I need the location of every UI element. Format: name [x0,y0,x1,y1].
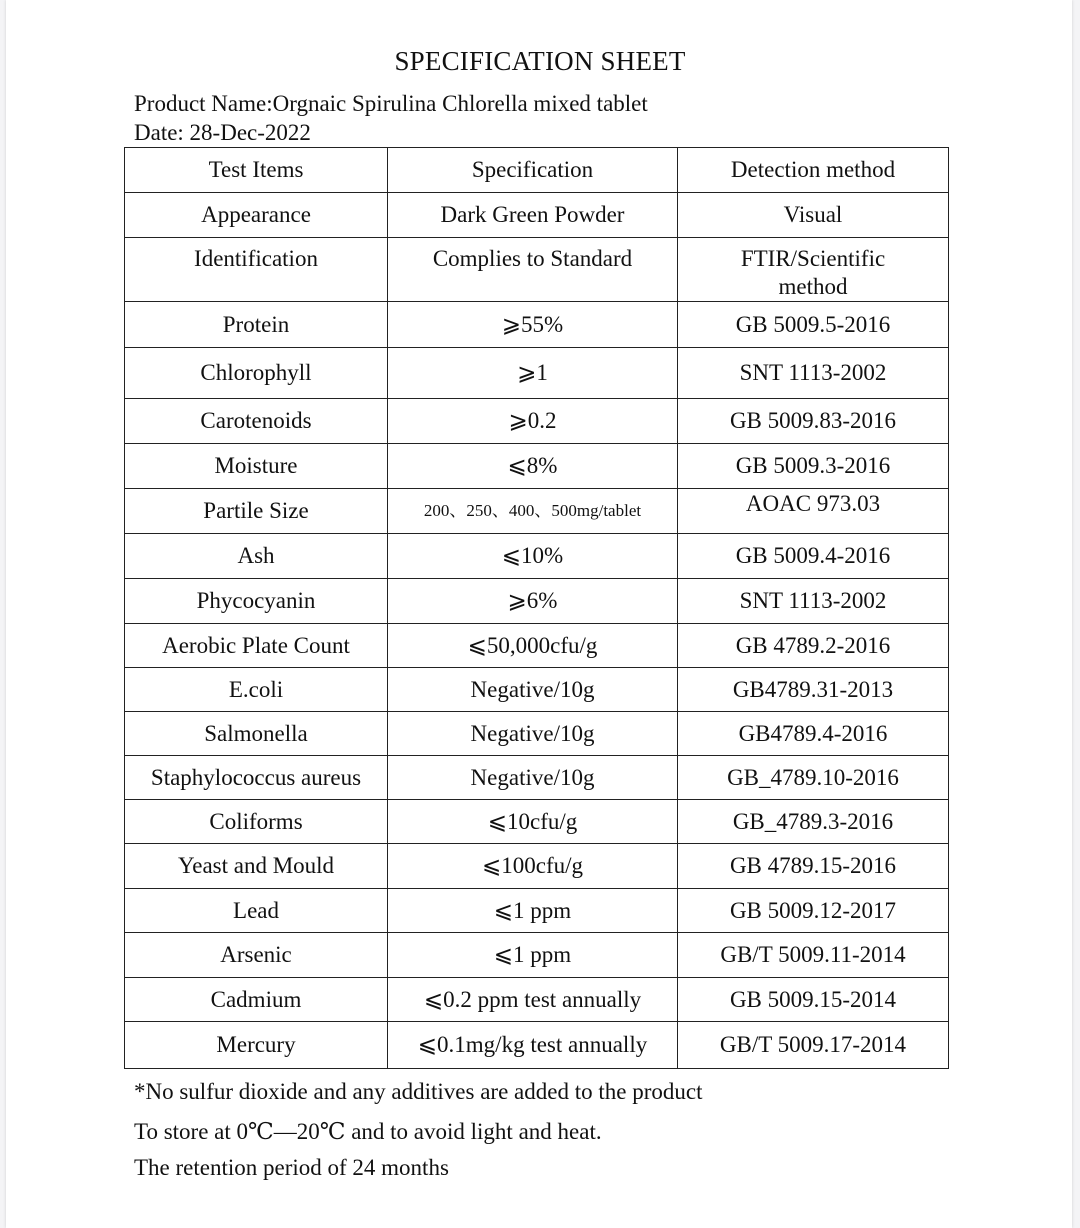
detection-method-cell: SNT 1113-2002 [678,348,949,399]
detection-method-cell: GB/T 5009.11-2014 [678,933,949,978]
detection-method-cell: GB4789.31-2013 [678,668,949,712]
test-item-cell: Phycocyanin [125,579,388,624]
detection-method-cell: GB 5009.12-2017 [678,889,949,933]
specification-cell: ⩽8% [388,444,678,489]
table-row [125,444,949,489]
test-item-cell: E.coli [125,668,388,712]
header-test-items: Test Items [125,148,388,193]
table-row [125,889,949,933]
specification-cell: Negative/10g [388,756,678,800]
table-row [125,712,949,756]
detection-method-cell: GB 5009.5-2016 [678,302,949,348]
specification-cell: ⩽1 ppm [388,933,678,978]
test-item-cell: Lead [125,889,388,933]
table-row [125,348,949,399]
table-row [125,489,949,534]
document-title: SPECIFICATION SHEET [394,46,686,76]
specification-cell: 200、250、400、500mg/tablet [388,489,678,534]
table-row [125,238,949,302]
table-row [125,193,949,238]
header-specification: Specification [388,148,678,193]
test-item-cell: Partile Size [125,489,388,534]
specification-cell: ⩽10cfu/g [388,800,678,844]
table-row [125,624,949,668]
table-row [125,302,949,348]
detection-method-cell: GB 4789.2-2016 [678,624,949,668]
table-row [125,756,949,800]
header-detection-method: Detection method [678,148,949,193]
test-item-cell: Staphylococcus aureus [125,756,388,800]
detection-method-cell: GB4789.4-2016 [678,712,949,756]
table-row [125,800,949,844]
specification-cell: Dark Green Powder [388,193,678,238]
specification-cell: ⩽1 ppm [388,889,678,933]
test-item-cell: Carotenoids [125,399,388,444]
table-row [125,844,949,889]
table-row [125,534,949,579]
test-item-cell: Arsenic [125,933,388,978]
specification-cell: Negative/10g [388,668,678,712]
test-item-cell: Mercury [125,1022,388,1069]
specification-cell: ⩽0.2 ppm test annually [388,978,678,1022]
test-item-cell: Identification [125,238,388,302]
detection-method-cell: GB_4789.3-2016 [678,800,949,844]
specification-cell: Complies to Standard [388,238,678,302]
test-item-cell: Protein [125,302,388,348]
detection-method-cell: AOAC 973.03 [678,489,949,534]
table-row [125,933,949,978]
detection-method-cell: GB 5009.3-2016 [678,444,949,489]
test-item-cell: Yeast and Mould [125,844,388,889]
detection-method-cell: Visual [678,193,949,238]
table-row [125,1022,949,1069]
test-item-cell: Coliforms [125,800,388,844]
storage-note: To store at 0℃—20℃ and to avoid light and heat. [134,1119,602,1144]
document-date: Date: 28-Dec-2022 [134,120,311,145]
specification-cell: ⩾0.2 [388,399,678,444]
detection-method-cell: GB 5009.15-2014 [678,978,949,1022]
detection-method-cell: SNT 1113-2002 [678,579,949,624]
retention-note: The retention period of 24 months [134,1155,449,1180]
test-item-cell: Appearance [125,193,388,238]
specification-cell: ⩽100cfu/g [388,844,678,889]
table-row [125,978,949,1022]
table-row [125,579,949,624]
table-row [125,668,949,712]
specification-cell: ⩾1 [388,348,678,399]
table-row [125,399,949,444]
specification-cell: Negative/10g [388,712,678,756]
detection-method-cell: GB 4789.15-2016 [678,844,949,889]
detection-method-cell: GB_4789.10-2016 [678,756,949,800]
test-item-cell: Salmonella [125,712,388,756]
detection-method-cell: FTIR/Scientific method [678,238,949,302]
test-item-cell: Chlorophyll [125,348,388,399]
additives-note: *No sulfur dioxide and any additives are added to the product [134,1079,703,1104]
product-name: Product Name:Orgnaic Spirulina Chlorella mixed tablet [134,91,648,116]
specification-cell: ⩾55% [388,302,678,348]
test-item-cell: Cadmium [125,978,388,1022]
test-item-cell: Aerobic Plate Count [125,624,388,668]
test-item-cell: Moisture [125,444,388,489]
specification-cell: ⩽0.1mg/kg test annually [388,1022,678,1069]
specification-table [124,147,949,1069]
test-item-cell: Ash [125,534,388,579]
detection-method-cell: GB/T 5009.17-2014 [678,1022,949,1069]
detection-method-cell: GB 5009.4-2016 [678,534,949,579]
table-header-row [125,148,949,193]
detection-method-cell: GB 5009.83-2016 [678,399,949,444]
specification-cell: ⩽50,000cfu/g [388,624,678,668]
specification-cell: ⩽10% [388,534,678,579]
specification-cell: ⩾6% [388,579,678,624]
